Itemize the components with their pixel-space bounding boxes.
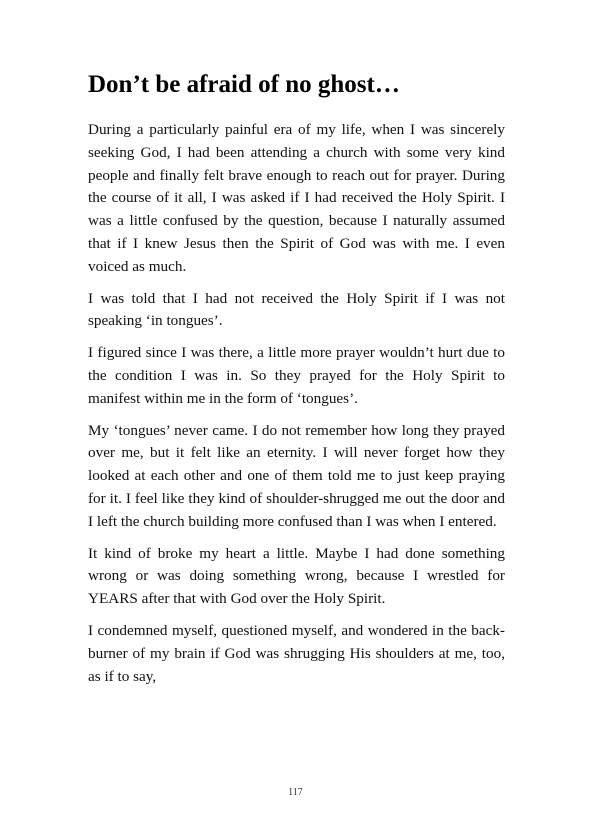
body-text — [88, 119, 505, 697]
chapter-title: Don’t be afraid of no ghost… — [88, 71, 400, 98]
paragraph-1: During a particularly painful era of my life, when I was sincerely seeking God, I had been attending a church with some very kind people and finally felt brave enough to reach out for prayer. During the course of it all, I was asked if I had received the Holy Spirit. I was a little confused by the question, because I naturally assumed that if I knew Jesus then the Spirit of God was with me. I even voiced as much. — [88, 121, 505, 275]
paragraph-6: I condemned myself, questioned myself, and wondered in the back-burner of my brain if God was shrugging His shoulders at me, too, as if to say, — [88, 621, 505, 685]
paragraph-5: It kind of broke my heart a little. Maybe I had done something wrong or was doing something wrong, because I wrestled for YEARS after that with God over the Holy Spirit. — [88, 544, 505, 608]
paragraph-4: My ‘tongues’ never came. I do not remember how long they prayed over me, but it felt like an eternity. I will never forget how they looked at each other and one of them told me to just keep praying for it. I feel like they kind of shoulder-shrugged me out the door and I left the church building more confused than I was when I entered. — [88, 421, 505, 530]
paragraph-2: I was told that I had not received the Holy Spirit if I was not speaking ‘in tongues’. — [88, 289, 505, 330]
page-number: 117 — [288, 787, 303, 798]
paragraph-3: I figured since I was there, a little more prayer wouldn’t hurt due to the condition I was in. So they prayed for the Holy Spirit to manifest within me in the form of ‘tongues’. — [88, 344, 505, 407]
